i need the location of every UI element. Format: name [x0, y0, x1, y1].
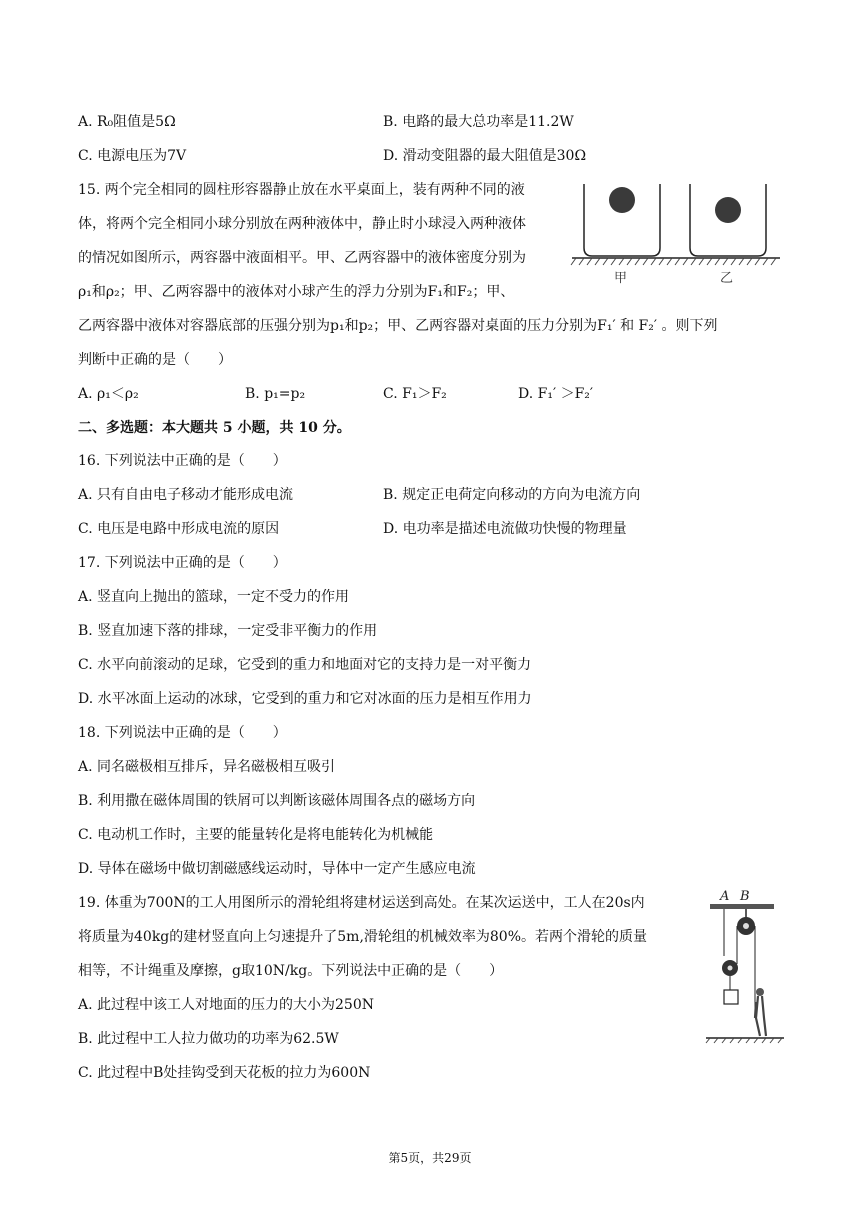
q19-line-2: 将质量为40kg的建材竖直向上匀速提升了5m,滑轮组的机械效率为80%。若两个滑轮的质量 [78, 929, 648, 945]
pulley-figure [700, 886, 786, 1046]
q16-option-a: A. 只有自由电子移动才能形成电流 [78, 487, 294, 503]
page-footer: 第5页，共29页 [388, 1151, 472, 1165]
q15-option-b: B. p₁=p₂ [245, 386, 306, 402]
figure-label-yi: 乙 [720, 271, 734, 286]
q16-stem: 16. 下列说法中正确的是（ ） [78, 453, 287, 469]
q17-option-a: A. 竖直向上抛出的篮球，一定不受力的作用 [78, 589, 350, 605]
q15-line-2: 体，将两个完全相同小球分别放在两种液体中，静止时小球浸入两种液体 [78, 216, 526, 232]
q15-line-1: 15. 两个完全相同的圆柱形容器静止放在水平桌面上，装有两种不同的液 [78, 182, 525, 198]
containers-figure [568, 176, 782, 288]
q18-stem: 18. 下列说法中正确的是（ ） [78, 725, 287, 741]
q19-option-c: C. 此过程中B处挂钩受到天花板的拉力为600N [78, 1065, 371, 1081]
q19-option-a: A. 此过程中该工人对地面的压力的大小为250N [78, 997, 374, 1013]
q15-line-6: 判断中正确的是（ ） [78, 352, 232, 368]
q18-option-c: C. 电动机工作时，主要的能量转化是将电能转化为机械能 [78, 827, 434, 843]
label-b: B [740, 889, 750, 904]
q15-line-3: 的情况如图所示，两容器中液面相平。甲、乙两容器中的液体密度分别为 [78, 250, 526, 266]
q16-option-d: D. 电功率是描述电流做功快慢的物理量 [383, 521, 627, 537]
figure-label-jia: 甲 [614, 271, 628, 286]
q14-option-b: B. 电路的最大总功率是11.2W [383, 114, 574, 130]
q18-option-a: A. 同名磁极相互排斥，异名磁极相互吸引 [78, 759, 336, 775]
q15-option-a: A. ρ₁＜ρ₂ [78, 386, 139, 402]
section-title: 二、多选题：本大题共 5 小题，共 10 分。 [78, 420, 351, 436]
q18-option-b: B. 利用撒在磁体周围的铁屑可以判断该磁体周围各点的磁场方向 [78, 793, 476, 809]
q15-option-c: C. F₁＞F₂ [383, 386, 447, 402]
q17-option-b: B. 竖直加速下落的排球，一定受非平衡力的作用 [78, 623, 378, 639]
q16-option-c: C. 电压是电路中形成电流的原因 [78, 521, 280, 537]
q15-option-d: D. F₁′ ＞F₂′ [518, 386, 594, 402]
q17-option-c: C. 水平向前滚动的足球，它受到的重力和地面对它的支持力是一对平衡力 [78, 657, 532, 673]
q19-line-3: 相等，不计绳重及摩擦，g取10N/kg。下列说法中正确的是（ ） [78, 963, 504, 979]
q17-option-d: D. 水平冰面上运动的冰球，它受到的重力和它对冰面的压力是相互作用力 [78, 691, 532, 707]
q18-option-d: D. 导体在磁场中做切割磁感线运动时，导体中一定产生感应电流 [78, 861, 476, 877]
q14-option-d: D. 滑动变阻器的最大阻值是30Ω [383, 148, 587, 164]
q17-stem: 17. 下列说法中正确的是（ ） [78, 555, 287, 571]
q15-line-4: ρ₁和ρ₂；甲、乙两容器中的液体对小球产生的浮力分别为F₁和F₂；甲、 [78, 284, 515, 300]
q19-option-b: B. 此过程中工人拉力做功的功率为62.5W [78, 1031, 339, 1047]
label-a: A [720, 889, 730, 904]
q14-option-a: A. R₀阻值是5Ω [78, 114, 176, 130]
q19-line-1: 19. 体重为700N的工人用图所示的滑轮组将建材运送到高处。在某次运送中，工人在20s内 [78, 895, 645, 911]
q15-line-5: 乙两容器中液体对容器底部的压强分别为p₁和p₂；甲、乙两容器对桌面的压力分别为F₁′ 和 F₂′ 。则下列 [78, 318, 718, 334]
q14-option-c: C. 电源电压为7V [78, 148, 187, 164]
q16-option-b: B. 规定正电荷定向移动的方向为电流方向 [383, 487, 641, 503]
